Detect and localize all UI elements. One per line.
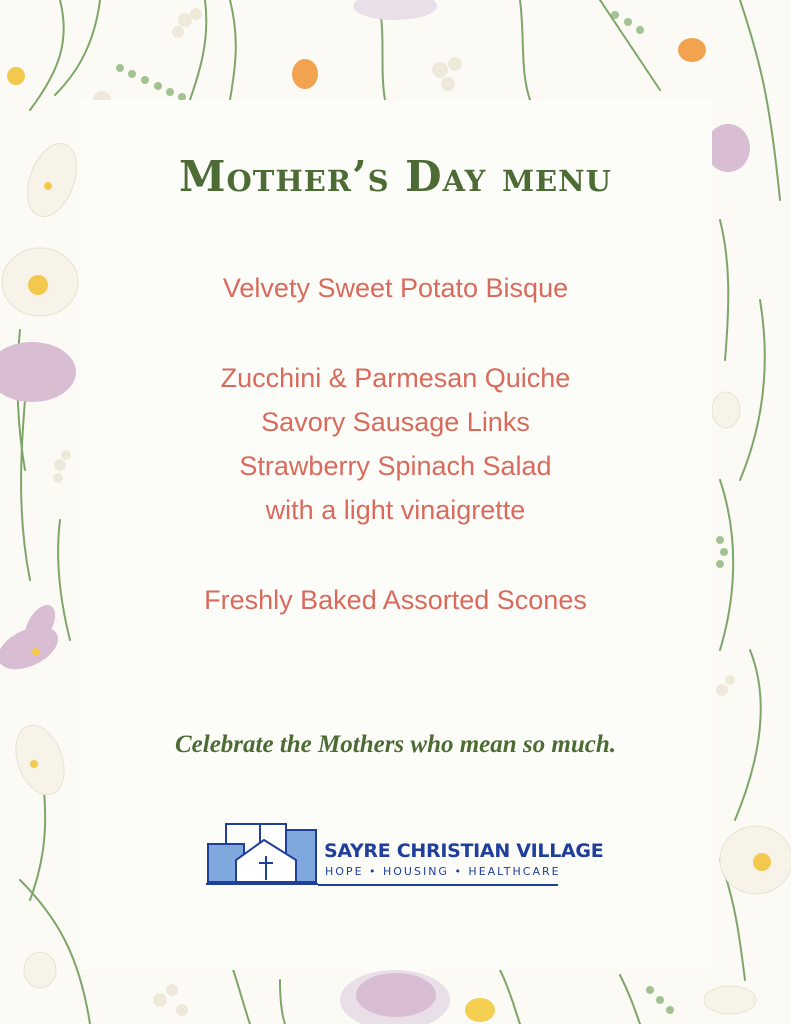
tagline: Celebrate the Mothers who mean so much. <box>174 731 616 758</box>
menu-section-dessert <box>0 578 791 622</box>
building-icon <box>206 822 318 888</box>
menu-item: Strawberry Spinach Salad <box>239 451 552 481</box>
organization-logo <box>206 822 604 888</box>
menu-item: Velvety Sweet Potato Bisque <box>222 273 569 303</box>
menu-item: Savory Sausage Links <box>261 407 530 437</box>
logo-underline <box>318 884 558 886</box>
logo-tagline: HOPE • HOUSING • HEALTHCARE <box>325 865 561 878</box>
menu-item: with a light vinaigrette <box>265 495 526 525</box>
menu-section-main <box>0 356 791 532</box>
logo-name: SAYRE CHRISTIAN VILLAGE <box>324 840 604 862</box>
menu-item: Freshly Baked Assorted Scones <box>204 585 587 615</box>
page-title: Mother’s Day menu <box>179 152 612 201</box>
menu-section-soup <box>0 266 791 310</box>
menu-item: Zucchini & Parmesan Quiche <box>220 363 571 393</box>
